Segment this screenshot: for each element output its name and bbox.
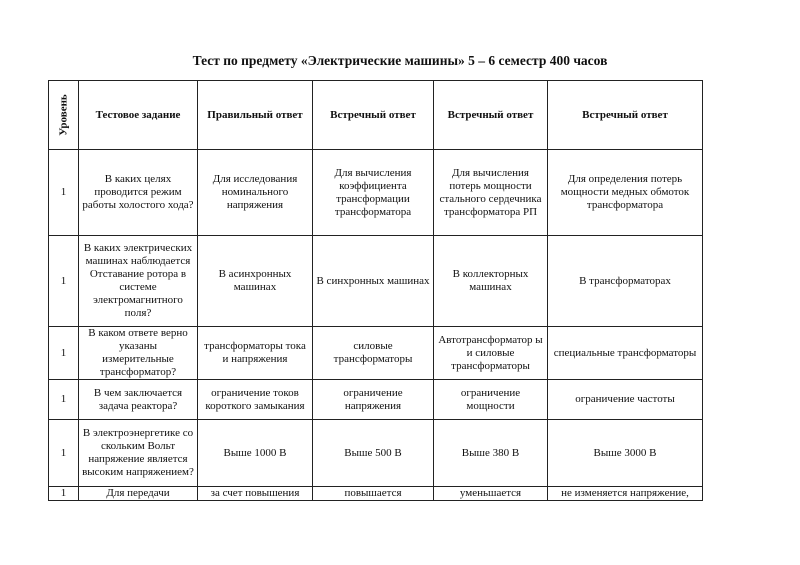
opposite-answer-cell: Выше 3000 В bbox=[548, 420, 703, 487]
task-cell: В каком ответе верно указаны измерительные трансформатор? bbox=[79, 327, 198, 380]
header-task: Тестовое задание bbox=[79, 81, 198, 150]
opposite-answer-cell: не изменяется напряжение, bbox=[548, 487, 703, 501]
page-title: Тест по предмету «Электрические машины» 5 – 6 семестр 400 часов bbox=[192, 53, 608, 68]
opposite-answer-cell: Для определения потерь мощности медных обмоток трансформатора bbox=[548, 150, 703, 236]
opposite-answer-cell: В синхронных машинах bbox=[313, 236, 434, 327]
header-level-label: Уровень bbox=[57, 94, 69, 136]
opposite-answer-cell: В трансформаторах bbox=[548, 236, 703, 327]
task-cell: В чем заключается задача реактора? bbox=[79, 380, 198, 420]
table-row bbox=[49, 150, 703, 236]
opposite-answer-cell: ограничение напряжения bbox=[313, 380, 434, 420]
header-correct: Правильный ответ bbox=[198, 81, 313, 150]
opposite-answer-cell: ограничение частоты bbox=[548, 380, 703, 420]
table-row bbox=[49, 380, 703, 420]
header-opposite-2: Встречный ответ bbox=[434, 81, 548, 150]
opposite-answer-cell: Автотрансформатор ы и силовые трансформаторы bbox=[434, 327, 548, 380]
correct-answer-cell: за счет повышения bbox=[198, 487, 313, 501]
task-cell: В электроэнергетике со скольким Вольт напряжение является высоким напряжением? bbox=[79, 420, 198, 487]
opposite-answer-cell: силовые трансформаторы bbox=[313, 327, 434, 380]
opposite-answer-cell: специальные трансформаторы bbox=[548, 327, 703, 380]
header-level bbox=[49, 81, 79, 150]
table-row bbox=[49, 420, 703, 487]
task-cell: В каких целях проводится режим работы холостого хода? bbox=[79, 150, 198, 236]
task-cell: В каких электрических машинах наблюдается Отставание ротора в системе электромагнитного поля? bbox=[79, 236, 198, 327]
opposite-answer-cell: Для вычисления коэффициента трансформации трансформатора bbox=[313, 150, 434, 236]
opposite-answer-cell: уменьшается bbox=[434, 487, 548, 501]
header-opposite-1: Встречный ответ bbox=[313, 81, 434, 150]
test-table bbox=[48, 80, 703, 501]
opposite-answer-cell: В коллекторных машинах bbox=[434, 236, 548, 327]
opposite-answer-cell: ограничение мощности bbox=[434, 380, 548, 420]
level-cell: 1 bbox=[49, 420, 79, 487]
correct-answer-cell: трансформаторы тока и напряжения bbox=[198, 327, 313, 380]
level-cell: 1 bbox=[49, 327, 79, 380]
correct-answer-cell: ограничение токов короткого замыкания bbox=[198, 380, 313, 420]
task-cell: Для передачи bbox=[79, 487, 198, 501]
table-header-row bbox=[49, 81, 703, 150]
level-cell: 1 bbox=[49, 487, 79, 501]
correct-answer-cell: В асинхронных машинах bbox=[198, 236, 313, 327]
table-row bbox=[49, 487, 703, 501]
correct-answer-cell: Для исследования номинального напряжения bbox=[198, 150, 313, 236]
level-cell: 1 bbox=[49, 150, 79, 236]
table-row bbox=[49, 327, 703, 380]
opposite-answer-cell: Для вычисления потерь мощности стального сердечника трансформатора РП bbox=[434, 150, 548, 236]
table-row bbox=[49, 236, 703, 327]
level-cell: 1 bbox=[49, 236, 79, 327]
header-opposite-3: Встречный ответ bbox=[548, 81, 703, 150]
opposite-answer-cell: Выше 380 В bbox=[434, 420, 548, 487]
level-cell: 1 bbox=[49, 380, 79, 420]
correct-answer-cell: Выше 1000 В bbox=[198, 420, 313, 487]
opposite-answer-cell: повышается bbox=[313, 487, 434, 501]
opposite-answer-cell: Выше 500 В bbox=[313, 420, 434, 487]
